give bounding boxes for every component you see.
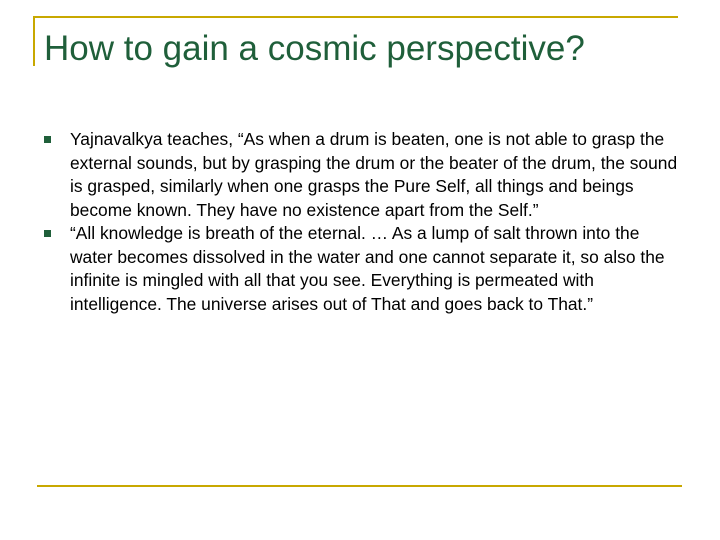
bottom-rule	[37, 485, 682, 487]
top-rule	[33, 16, 678, 18]
left-rule	[33, 16, 35, 66]
square-bullet-icon	[44, 136, 51, 143]
bullet-text: “All knowledge is breath of the eternal. … As a lump of salt thrown into the water becomes dissolved in the water and one cannot separate it, so also the infinite is mingled with all that you see. Everything is permeated with intelligence. The universe arises out of That and goes back to That.”	[70, 223, 665, 314]
bullet-list	[44, 128, 684, 316]
bullet-item-drum	[44, 128, 684, 222]
square-bullet-icon	[44, 230, 51, 237]
slide-title: How to gain a cosmic perspective?	[44, 29, 585, 68]
bullet-text: Yajnavalkya teaches, “As when a drum is beaten, one is not able to grasp the external sounds, but by grasping the drum or the beater of the drum, the sound is grasped, similarly when one grasps the Pure Self, all things and beings become known. They have no existence apart from the Self.”	[70, 129, 678, 220]
bullet-item-salt	[44, 222, 684, 316]
